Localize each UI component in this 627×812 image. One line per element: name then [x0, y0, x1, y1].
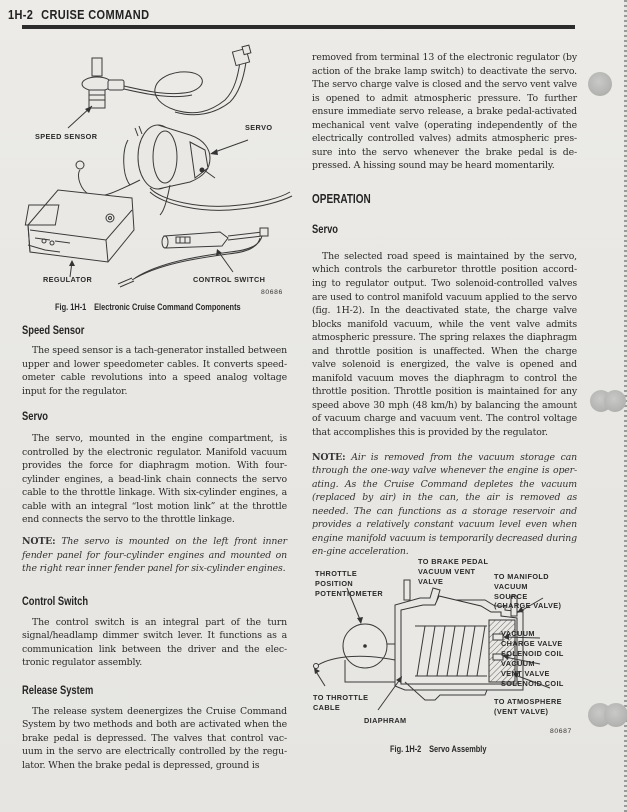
callout-line: TO ATMOSPHERE [494, 697, 562, 706]
callout-line: SOLENOID COIL [501, 648, 564, 658]
callout-line: VACUUM [494, 581, 528, 591]
figure-id: 80686 [261, 289, 283, 296]
heading-operation-servo: Servo [312, 221, 339, 236]
punch-hole-middle-b [604, 390, 626, 412]
callout-servo: SERVO [245, 123, 273, 132]
callout-charge-valve-solenoid [501, 629, 564, 658]
release-system-paragraph: The release system deenergizes the Cruise Command System by two methods and both are activated when the brake pedal is depressed. The valves that control vac-uum in the servo are electrically controlled by the regu-lator. When the brake pedal is depressed, ground is [22, 705, 287, 772]
callout-diaphragm [364, 716, 407, 726]
note-label: NOTE: [312, 451, 346, 463]
heading-speed-sensor: Speed Sensor [22, 323, 85, 337]
callout-atmosphere [494, 697, 562, 717]
components-illustration [0, 0, 310, 300]
right-column [312, 51, 577, 559]
left-column [22, 322, 287, 773]
release-continuation-paragraph: removed from terminal 13 of the electronic regulator (by action of the brake lamp switch) to deactivate the servo. The servo charge valve is closed and the servo vent valve is opened to admit atmospheric pressure. To further ensure immediate servo release, a brake pedal-activated mechanical vent valve (operating independently of the electrically controlled valves) admits atmospheric pres-sure into the servo whenever the brake pedal is de-pressed. A hissing sound may be heard momentarily. [312, 52, 577, 172]
page-number: 1H-2 [8, 8, 34, 22]
control-switch-paragraph: The control switch is an integral part of the turn signal/headlamp dimmer switch lever. It functions as a communication link between the driver and the elec-tronic regulator assembly. [22, 616, 287, 669]
callout-line: TO BRAKE PEDAL [418, 557, 489, 566]
callout-line: SOURCE [494, 591, 528, 601]
callout-line: TO THROTTLE [313, 693, 369, 702]
callout-line: DIAPHRAM [364, 716, 407, 725]
callout-control-switch: CONTROL SWITCH [193, 275, 266, 284]
callout-regulator: REGULATOR [43, 275, 93, 284]
note-body: The servo is mounted on the left front inner fender panel for four-cylinder engines and mounted on the right rear inner fender panel for six-cylinder engines. [22, 536, 287, 575]
servo-arrowhead [210, 149, 218, 155]
figure-1h-2 [305, 550, 575, 765]
callout-line: VACUUM [501, 659, 535, 668]
heading-control-switch: Control Switch [22, 593, 89, 608]
regulator-arrowhead [69, 260, 75, 266]
callout-line: POTENTIOMETER [315, 588, 384, 598]
note-label: NOTE: [22, 536, 56, 548]
figure-title: Electronic Cruise Command Components [94, 302, 241, 313]
punch-hole-top [588, 72, 612, 96]
punch-hole-bottom-b [604, 703, 627, 727]
operation-servo-paragraph: The selected road speed is maintained by the servo, which controls the carburetor throttle position accord-ing to regulator output. Two solenoid-controlled valves are used to control manifold vacuum applied to the servo (fig. 1H-2). In the deactivated state, the charge valve blocks manifold vacuum, while the vent valve admits atmospheric pressure. The spring relaxes the diaphragm and throttle position is unaffected. When the charge valve solenoid is energized, the valve is opened and manifold vacuum moves the diaphragm to control the throttle position. Throttle position is maintained for any speed above 30 mph (48 km/h) by balancing the amount of vacuum charge and vacuum vent. The control voltage that accomplishes this is provided by the regulator. [312, 250, 577, 439]
callout-line: TO MANIFOLD [494, 572, 549, 581]
figure-number: Fig. 1H-2 [390, 744, 422, 755]
servo-note [22, 535, 287, 576]
note-body: Air is removed from the vacuum storage can through the one-way valve whenever the engine is oper-ating. As the Cruise Command depletes the vacuum (replaced by air) in the can, the air is removed as needed. The can functions as a storage reservoir and provides a relatively constant vacuum level even when engine manifold vacuum is temporarily decreased during en-gine acceleration. [312, 451, 578, 558]
callout-line: VACUUM [501, 629, 535, 638]
figure-caption [390, 744, 486, 755]
section-title: CRUISE COMMAND [41, 8, 150, 22]
callout-line: VACUUM VENT [418, 566, 476, 576]
callout-throttle-position-potentiometer [315, 569, 383, 598]
operation-note [312, 451, 577, 559]
heading-servo: Servo [22, 409, 49, 424]
servo-leader [212, 140, 248, 153]
callout-line: POSITION [315, 578, 354, 588]
figure-1h-1 [0, 0, 310, 320]
callout-speed-sensor: SPEED SENSOR [35, 132, 98, 141]
callout-line: (CHARGE VALVE) [494, 601, 562, 611]
servo-paragraph: The servo, mounted in the engine compartment, is controlled by the electronic regulator. Manifold vacuum provides the force for diaphragm motion. With four-cylinder engines, a bead-link chain connects the servo cable to the throttle linkage. With six-cylinder engines, a cable with an integral “lost motion link” at the throttle end connects the servo to the throttle linkage. [22, 433, 287, 526]
callout-brake-pedal-vent-valve [418, 557, 488, 586]
callout-manifold-vacuum-source [494, 572, 561, 611]
callout-line: VENT VALVE [501, 668, 550, 678]
figure-title: Servo Assembly [429, 744, 487, 755]
speed-sensor-paragraph: The speed sensor is a tach-generator installed between upper and lower speedometer cables. It converts speed-ometer cable revolutions into a speed analog voltage input for the regulator. [22, 345, 287, 397]
callout-line: VALVE [418, 576, 444, 586]
figure-caption [55, 302, 241, 313]
callout-line: SOLENOID COIL [501, 678, 564, 688]
callout-line: (VENT VALVE) [494, 706, 549, 716]
speed-sensor-drawing [82, 45, 251, 115]
callout-line: THROTTLE [315, 569, 358, 578]
throttle-cable-end [314, 664, 319, 669]
regulator-drawing [25, 190, 134, 262]
diaphragm-drawing [405, 682, 487, 700]
callout-line: CABLE [313, 702, 341, 712]
figure-number: Fig. 1H-1 [55, 302, 87, 313]
callout-throttle-cable [313, 693, 368, 713]
callout-vent-valve-solenoid [501, 659, 564, 688]
heading-operation: OPERATION [312, 191, 371, 206]
callout-line: CHARGE VALVE [501, 638, 563, 648]
figure-id: 80687 [550, 728, 572, 735]
heading-release-system: Release System [22, 682, 94, 697]
